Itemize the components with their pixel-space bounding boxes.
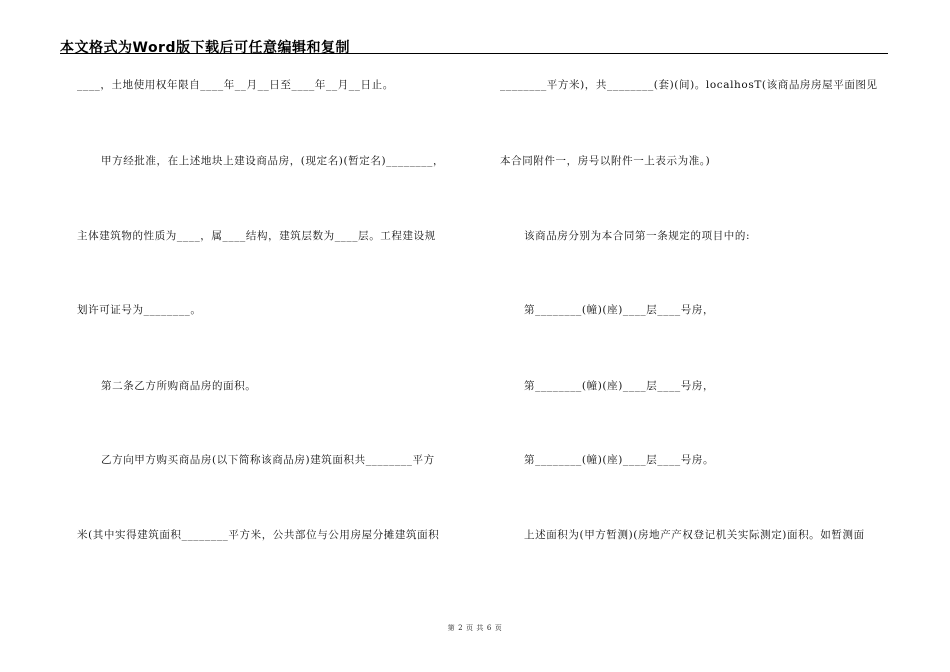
text-line: 乙方向甲方购买商品房(以下简称该商品房)建筑面积共________平方 <box>101 454 435 466</box>
page-number: 第 2 页 共 6 页 <box>447 624 503 632</box>
text-line: ____，土地使用权年限自____年__月__日至____年__月__日止。 <box>77 79 394 91</box>
text-line: 主体建筑物的性质为____，属____结构，建筑层数为____层。工程建设规 <box>77 230 436 242</box>
text-line: 该商品房分别为本合同第一条规定的项目中的: <box>524 230 751 242</box>
text-line: 米(其中实得建筑面积________平方米，公共部位与公用房屋分摊建筑面积 <box>77 529 440 541</box>
text-line: ________平方米)，共________(套)(间)。localhosT(该商品房房屋平面图见 <box>500 79 878 91</box>
text-line: 本合同附件一，房号以附件一上表示为准。) <box>500 155 711 167</box>
text-line: 第________(幢)(座)____层____号房， <box>524 304 715 316</box>
text-line: 第________(幢)(座)____层____号房， <box>524 380 715 392</box>
text-line: 甲方经批准，在上述地块上建设商品房，(现定名)(暂定名)________， <box>101 155 445 167</box>
text-line: 划许可证号为________。 <box>77 304 202 316</box>
document-header-title: 本文格式为Word版下载后可任意编辑和复制 <box>60 40 350 56</box>
text-line: 第二条乙方所购商品房的面积。 <box>101 380 257 392</box>
text-line: 第________(幢)(座)____层____号房。 <box>524 454 715 466</box>
header-divider <box>60 53 888 54</box>
text-line: 上述面积为(甲方暂测)(房地产产权登记机关实际测定)面积。如暂测面 <box>524 529 865 541</box>
